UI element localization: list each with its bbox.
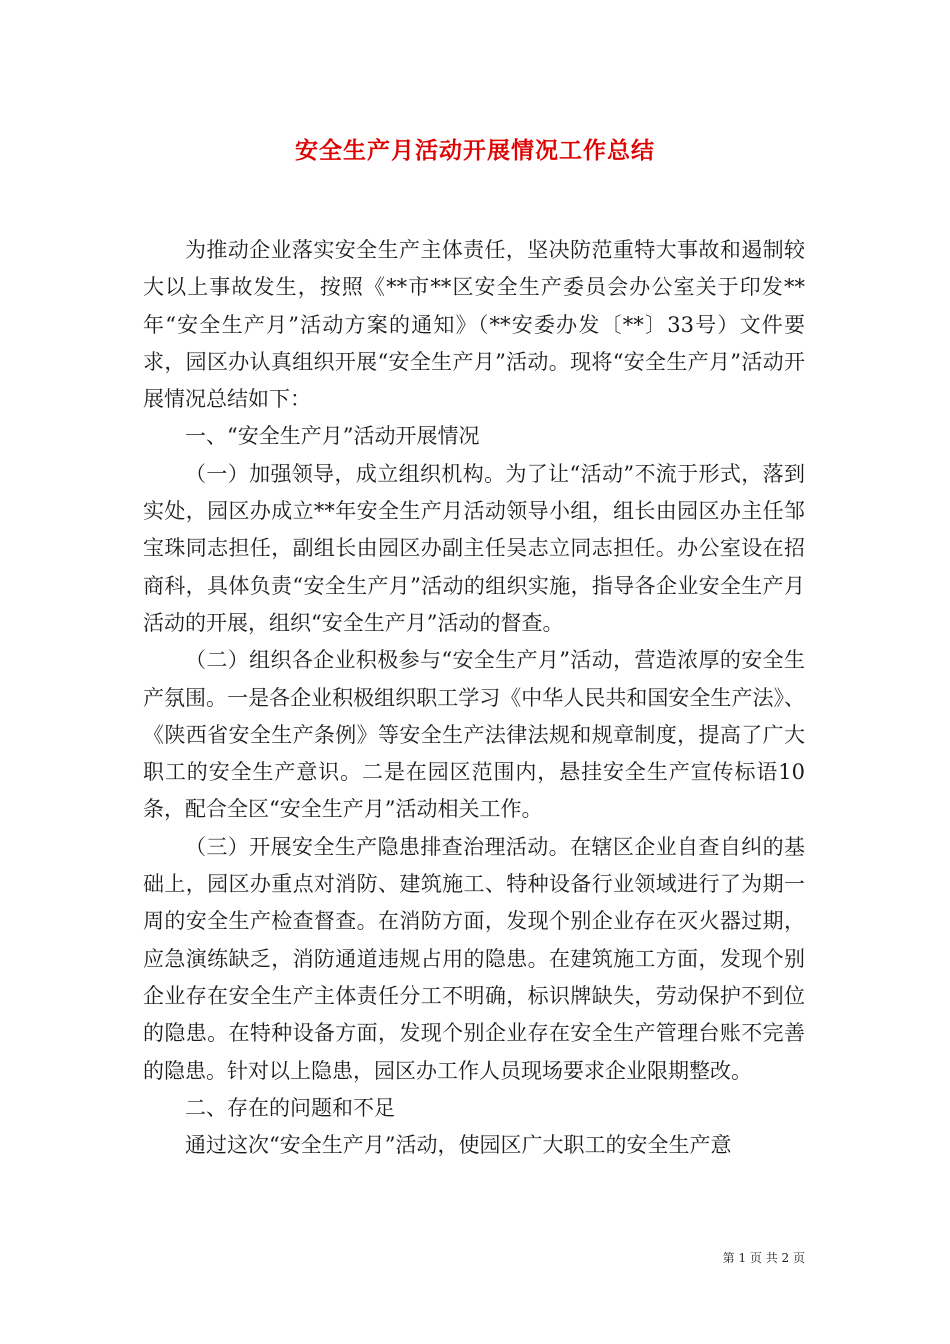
paragraph-problems: 通过这次“安全生产月”活动，使园区广大职工的安全生产意 [185, 1133, 732, 1158]
paragraph-item-2: （二）组织各企业积极参与“安全生产月”活动，营造浓厚的安全生产氛围。一是各企业积极组织职工学习《中华人民共和国安全生产法》、《陕西省安全生产条例》等安全生产法律法规和规章制度，提高了广大职工的安全生产意识。二是在园区范围内，悬挂安全生产宣传标语10条，配合全区“安全生产月”活动相关工作。 [143, 648, 805, 822]
paragraph-intro: 为推动企业落实安全生产主体责任，坚决防范重特大事故和遏制较大以上事故发生，按照《**市**区安全生产委员会办公室关于印发**年“安全生产月”活动方案的通知》（**安委办发〔**〕33号）文件要求，园区办认真组织开展“安全生产月”活动。现将“安全生产月”活动开展情况总结如下： [143, 238, 805, 412]
document-title: 安全生产月活动开展情况工作总结 [295, 138, 655, 164]
section-heading-2: 二、存在的问题和不足 [185, 1095, 395, 1120]
page-number: 第 1 页 共 2 页 [722, 1251, 805, 1265]
section-heading-1: 一、“安全生产月”活动开展情况 [185, 424, 480, 449]
paragraph-item-1: （一）加强领导，成立组织机构。为了让“活动”不流于形式，落到实处，园区办成立**年安全生产月活动领导小组，组长由园区办主任邹宝珠同志担任，副组长由园区办副主任吴志立同志担任。办公室设在招商科，具体负责“安全生产月”活动的组织实施，指导各企业安全生产月活动的开展，组织“安全生产月”活动的督查。 [143, 461, 805, 635]
document-body [143, 232, 805, 1164]
paragraph-item-3: （三）开展安全生产隐患排查治理活动。在辖区企业自查自纠的基础上，园区办重点对消防、建筑施工、特种设备行业领域进行了为期一周的安全生产检查督查。在消防方面，发现个别企业存在灭火器过期，应急演练缺乏，消防通道违规占用的隐患。在建筑施工方面，发现个别企业存在安全生产主体责任分工不明确，标识牌缺失，劳动保护不到位的隐患。在特种设备方面，发现个别企业存在安全生产管理台账不完善的隐患。针对以上隐患，园区办工作人员现场要求企业限期整改。 [143, 834, 805, 1083]
